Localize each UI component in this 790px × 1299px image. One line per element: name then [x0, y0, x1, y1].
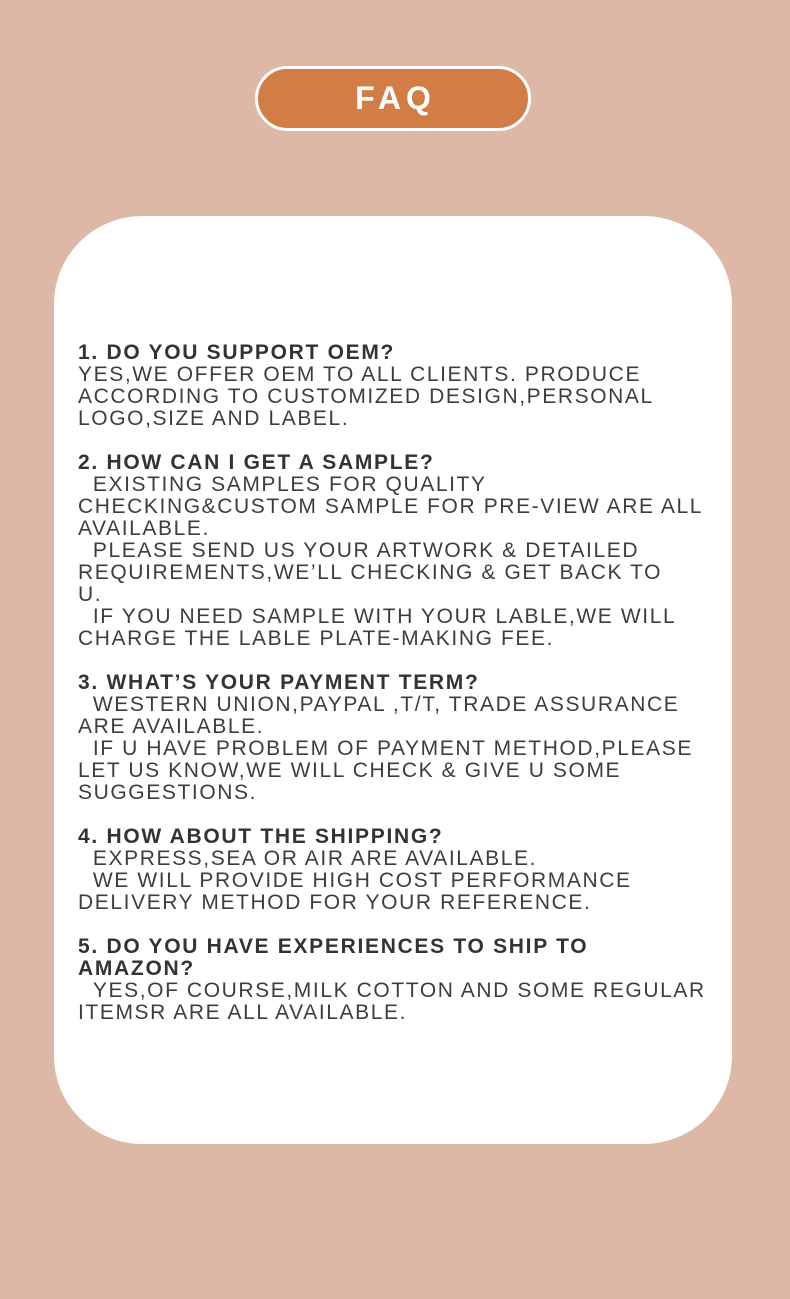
faq-answer-line: LOGO,SIZE AND LABEL. — [78, 407, 350, 430]
faq-answer-line: REQUIREMENTS,WE’LL CHECKING & GET BACK TO — [78, 561, 663, 584]
faq-item — [78, 672, 728, 804]
faq-item — [78, 936, 728, 1024]
faq-list — [78, 342, 728, 1046]
faq-answer-line: ARE AVAILABLE. — [78, 715, 265, 738]
faq-question: 2. HOW CAN I GET A SAMPLE? — [78, 451, 435, 474]
faq-answer-line: U. — [78, 583, 103, 606]
faq-answer-line: PLEASE SEND US YOUR ARTWORK & DETAILED — [78, 539, 640, 562]
faq-answer-line: CHECKING&CUSTOM SAMPLE FOR PRE-VIEW ARE ALL — [78, 495, 704, 518]
faq-answer-line: EXISTING SAMPLES FOR QUALITY — [78, 473, 487, 496]
faq-answer-line: YES,WE OFFER OEM TO ALL CLIENTS. PRODUCE — [78, 363, 642, 386]
faq-question: 4. HOW ABOUT THE SHIPPING? — [78, 825, 444, 848]
faq-answer-line: WE WILL PROVIDE HIGH COST PERFORMANCE — [78, 869, 632, 892]
faq-item — [78, 342, 728, 430]
faq-answer-line: AVAILABLE. — [78, 517, 210, 540]
faq-answer-line: ACCORDING TO CUSTOMIZED DESIGN,PERSONAL — [78, 385, 654, 408]
faq-header-badge — [255, 66, 531, 131]
faq-answer-line: DELIVERY METHOD FOR YOUR REFERENCE. — [78, 891, 592, 914]
faq-answer-line: SUGGESTIONS. — [78, 781, 258, 804]
faq-answer-line: IF YOU NEED SAMPLE WITH YOUR LABLE,WE WILL — [78, 605, 677, 628]
faq-answer-line: ITEMSR ARE ALL AVAILABLE. — [78, 1001, 408, 1024]
faq-answer-line: CHARGE THE LABLE PLATE-MAKING FEE. — [78, 627, 555, 650]
faq-question: 5. DO YOU HAVE EXPERIENCES TO SHIP TO AMAZON? — [78, 935, 589, 980]
faq-title: FAQ — [355, 80, 436, 116]
faq-answer-line: YES,OF COURSE,MILK COTTON AND SOME REGULAR — [78, 979, 706, 1002]
faq-answer-line: WESTERN UNION,PAYPAL ,T/T, TRADE ASSURANCE — [78, 693, 680, 716]
faq-item — [78, 452, 728, 650]
faq-answer-line: LET US KNOW,WE WILL CHECK & GIVE U SOME — [78, 759, 622, 782]
faq-question: 1. DO YOU SUPPORT OEM? — [78, 341, 396, 364]
faq-answer-line: EXPRESS,SEA OR AIR ARE AVAILABLE. — [78, 847, 538, 870]
faq-answer-line: IF U HAVE PROBLEM OF PAYMENT METHOD,PLEASE — [78, 737, 693, 760]
faq-item — [78, 826, 728, 914]
faq-question: 3. WHAT’S YOUR PAYMENT TERM? — [78, 671, 480, 694]
